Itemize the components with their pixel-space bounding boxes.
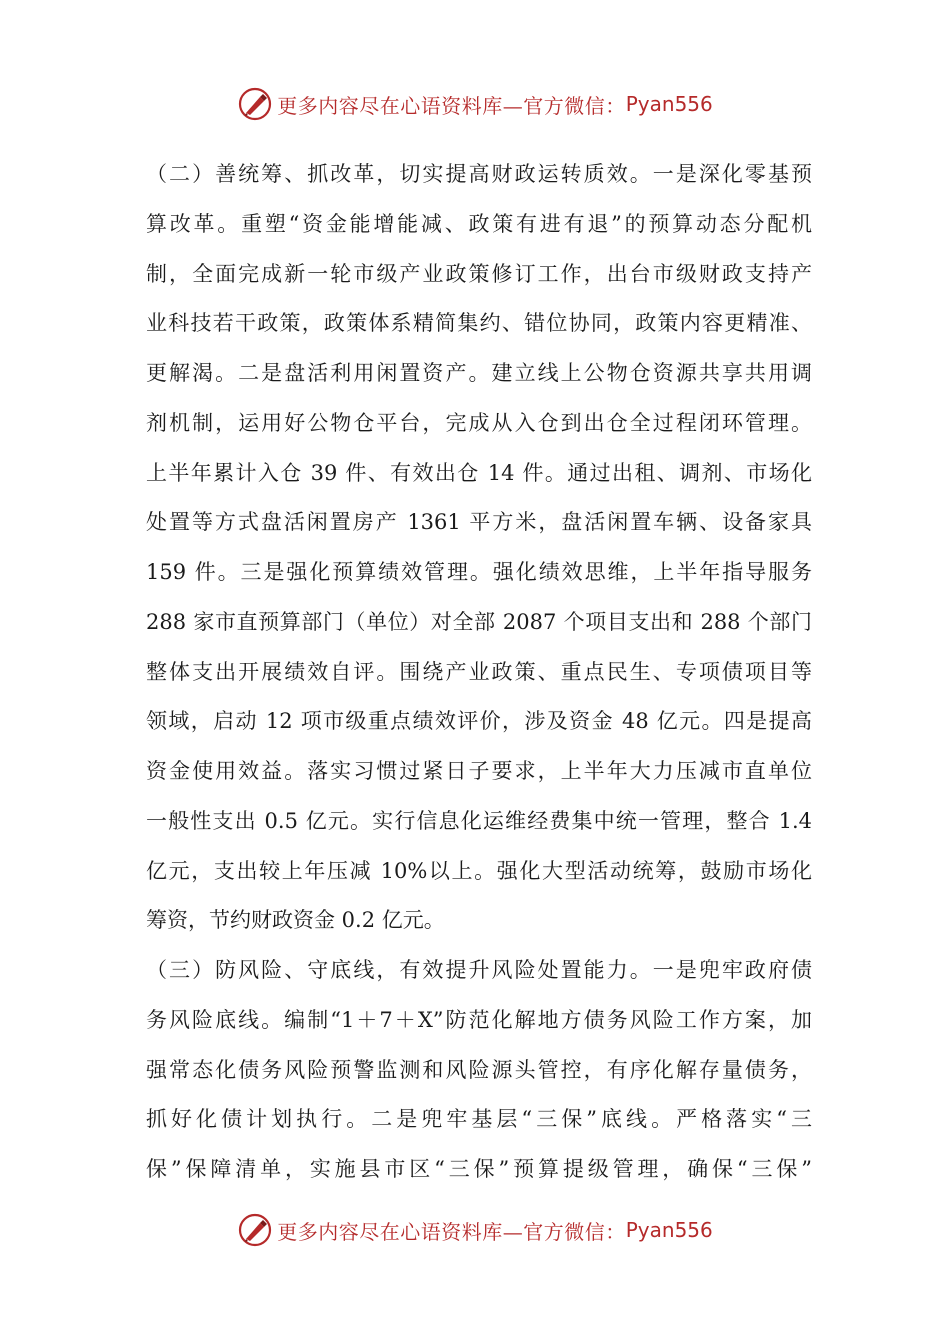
pen-logo-icon (237, 1212, 273, 1248)
banner-wechat-id: Pyan556 (625, 1218, 713, 1242)
text-line: 处置等方式盘活闲置房产 1361 平方米，盘活闲置车辆、设备家具 (146, 510, 812, 535)
text-line: 强常态化债务风险预警监测和风险源头管控，有序化解存量债务， (146, 1057, 812, 1082)
banner-text: 更多内容尽在心语资料库—官方微信： (277, 1219, 626, 1244)
text-line: （二）善统筹、抓改革，切实提高财政运转质效。一是深化零基预 (146, 162, 812, 186)
text-line: 制，全面完成新一轮市级产业政策修订工作，出台市级财政支持产 (146, 261, 812, 286)
text-line: 更解渴。二是盘活利用闲置资产。建立线上公物仓资源共享共用调 (146, 361, 812, 385)
text-line: 领域，启动 12 项市级重点绩效评价，涉及资金 48 亿元。四是提高 (146, 709, 812, 734)
pen-logo-icon (237, 86, 273, 122)
text-line: 保”保障清单，实施县市区“三保”预算提级管理，确保“三保” (146, 1157, 812, 1181)
text-line: 算改革。重塑“资金能增能减、政策有进有退”的预算动态分配机 (146, 211, 812, 236)
text-line: 务风险底线。编制“1＋7＋X”防范化解地方债务风险工作方案，加 (146, 1007, 812, 1032)
banner-text: 更多内容尽在心语资料库—官方微信： (277, 93, 626, 118)
document-body (146, 150, 812, 1195)
text-line: 筹资，节约财政资金 0.2 亿元。 (146, 908, 445, 933)
text-line: 剂机制，运用好公物仓平台，完成从入仓到出仓全过程闭环管理。 (146, 410, 812, 435)
text-line: （三）防风险、守底线，有效提升风险处置能力。一是兜牢政府债 (146, 958, 812, 982)
text-line: 整体支出开展绩效自评。围绕产业政策、重点民生、专项债项目等 (146, 659, 812, 684)
text-line: 抓好化债计划执行。二是兜牢基层“三保”底线。严格落实“三 (146, 1107, 812, 1132)
text-line: 288 家市直预算部门（单位）对全部 2087 个项目支出和 288 个部门 (146, 609, 812, 634)
header-watermark-banner (0, 84, 950, 124)
text-line: 资金使用效益。落实习惯过紧日子要求，上半年大力压减市直单位 (146, 759, 812, 783)
footer-watermark-banner (0, 1210, 950, 1250)
text-line: 业科技若干政策，政策体系精简集约、错位协同，政策内容更精准、 (146, 311, 812, 336)
text-line: 上半年累计入仓 39 件、有效出仓 14 件。通过出租、调剂、市场化 (146, 460, 812, 485)
banner-wechat-id: Pyan556 (625, 92, 713, 116)
text-line: 一般性支出 0.5 亿元。实行信息化运维经费集中统一管理，整合 1.4 (146, 808, 812, 833)
text-line: 亿元，支出较上年压减 10%以上。强化大型活动统筹，鼓励市场化 (146, 858, 812, 883)
text-line: 159 件。三是强化预算绩效管理。强化绩效思维，上半年指导服务 (146, 560, 812, 584)
